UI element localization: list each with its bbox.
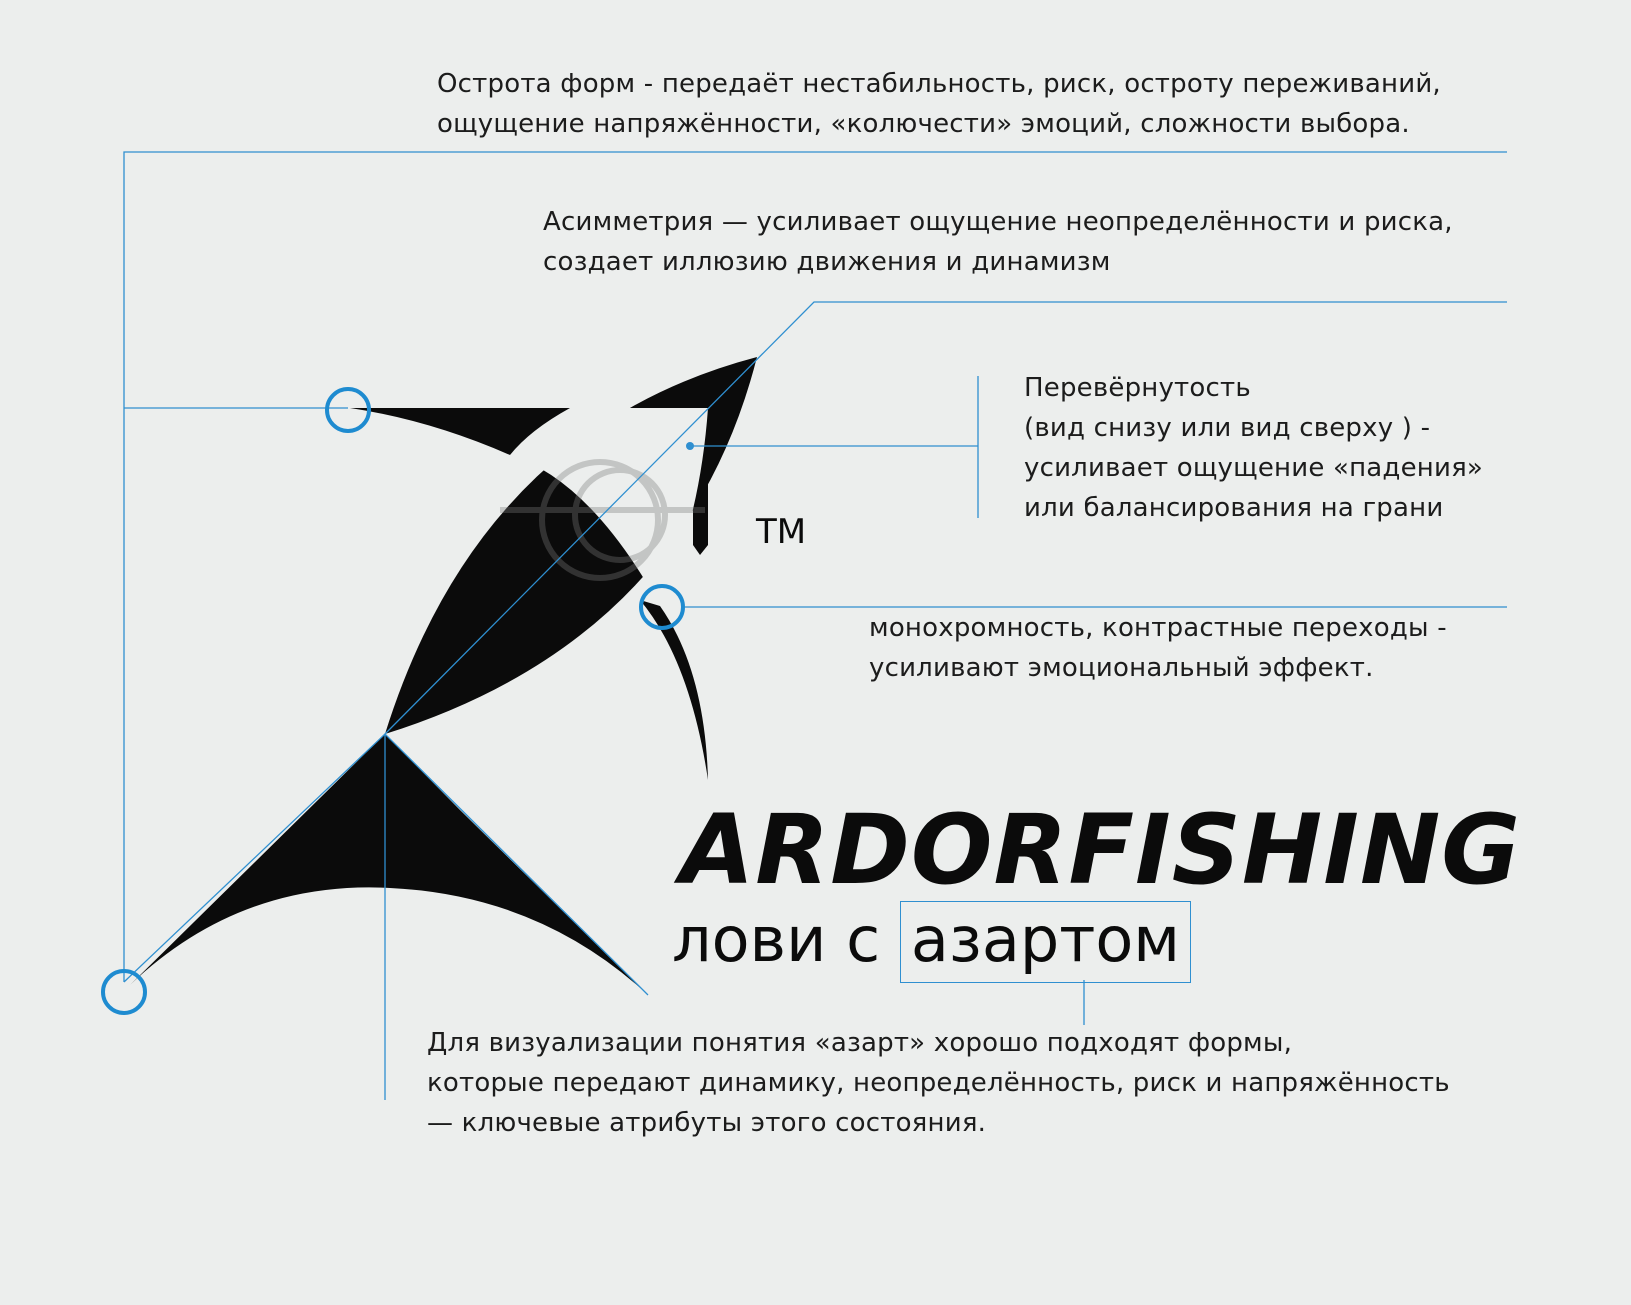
note-inversion-line3: усиливает ощущение «падения» — [1024, 453, 1484, 483]
brand-name: ARDORFISHING — [680, 794, 1522, 906]
note-monochrome-line2: усиливают эмоциональный эффект. — [869, 653, 1374, 683]
note-visualization-line3: — ключевые атрибуты этого состояния. — [427, 1108, 987, 1138]
note-asymmetry — [543, 202, 1453, 282]
note-monochrome — [869, 608, 1447, 688]
note-sharpness-line1: Острота форм - передаёт нестабильность, риск, остроту переживаний, — [437, 69, 1441, 99]
note-asymmetry-line2: создает иллюзию движения и динамизм — [543, 247, 1111, 277]
note-inversion — [1024, 368, 1483, 528]
slogan-highlight: азартом — [900, 901, 1191, 983]
note-sharpness-line2: ощущение напряжённости, «колючести» эмоций, сложности выбора. — [437, 109, 1410, 139]
logo-hook-tail — [640, 600, 708, 780]
note-visualization-line1: Для визуализации понятия «азарт» хорошо подходят формы, — [427, 1028, 1293, 1058]
note-visualization-line2: которые передают динамику, неопределённость, риск и напряжённость — [427, 1068, 1450, 1098]
slogan-prefix: лови с — [672, 903, 881, 976]
note-inversion-line1: Перевёрнутость — [1024, 373, 1251, 403]
note-asymmetry-line1: Асимметрия — усиливает ощущение неопределённости и риска, — [543, 207, 1453, 237]
trademark-mark: TM — [756, 512, 807, 552]
note-visualization — [427, 1023, 1450, 1143]
slogan — [672, 900, 1191, 983]
logo-tail-fin — [130, 734, 648, 995]
note-monochrome-line1: монохромность, контрастные переходы - — [869, 613, 1447, 643]
note-sharpness — [437, 64, 1441, 144]
inversion-pointer-dot — [686, 442, 694, 450]
note-inversion-line4: или балансирования на грани — [1024, 493, 1444, 523]
note-inversion-line2: (вид снизу или вид сверху ) - — [1024, 413, 1431, 443]
